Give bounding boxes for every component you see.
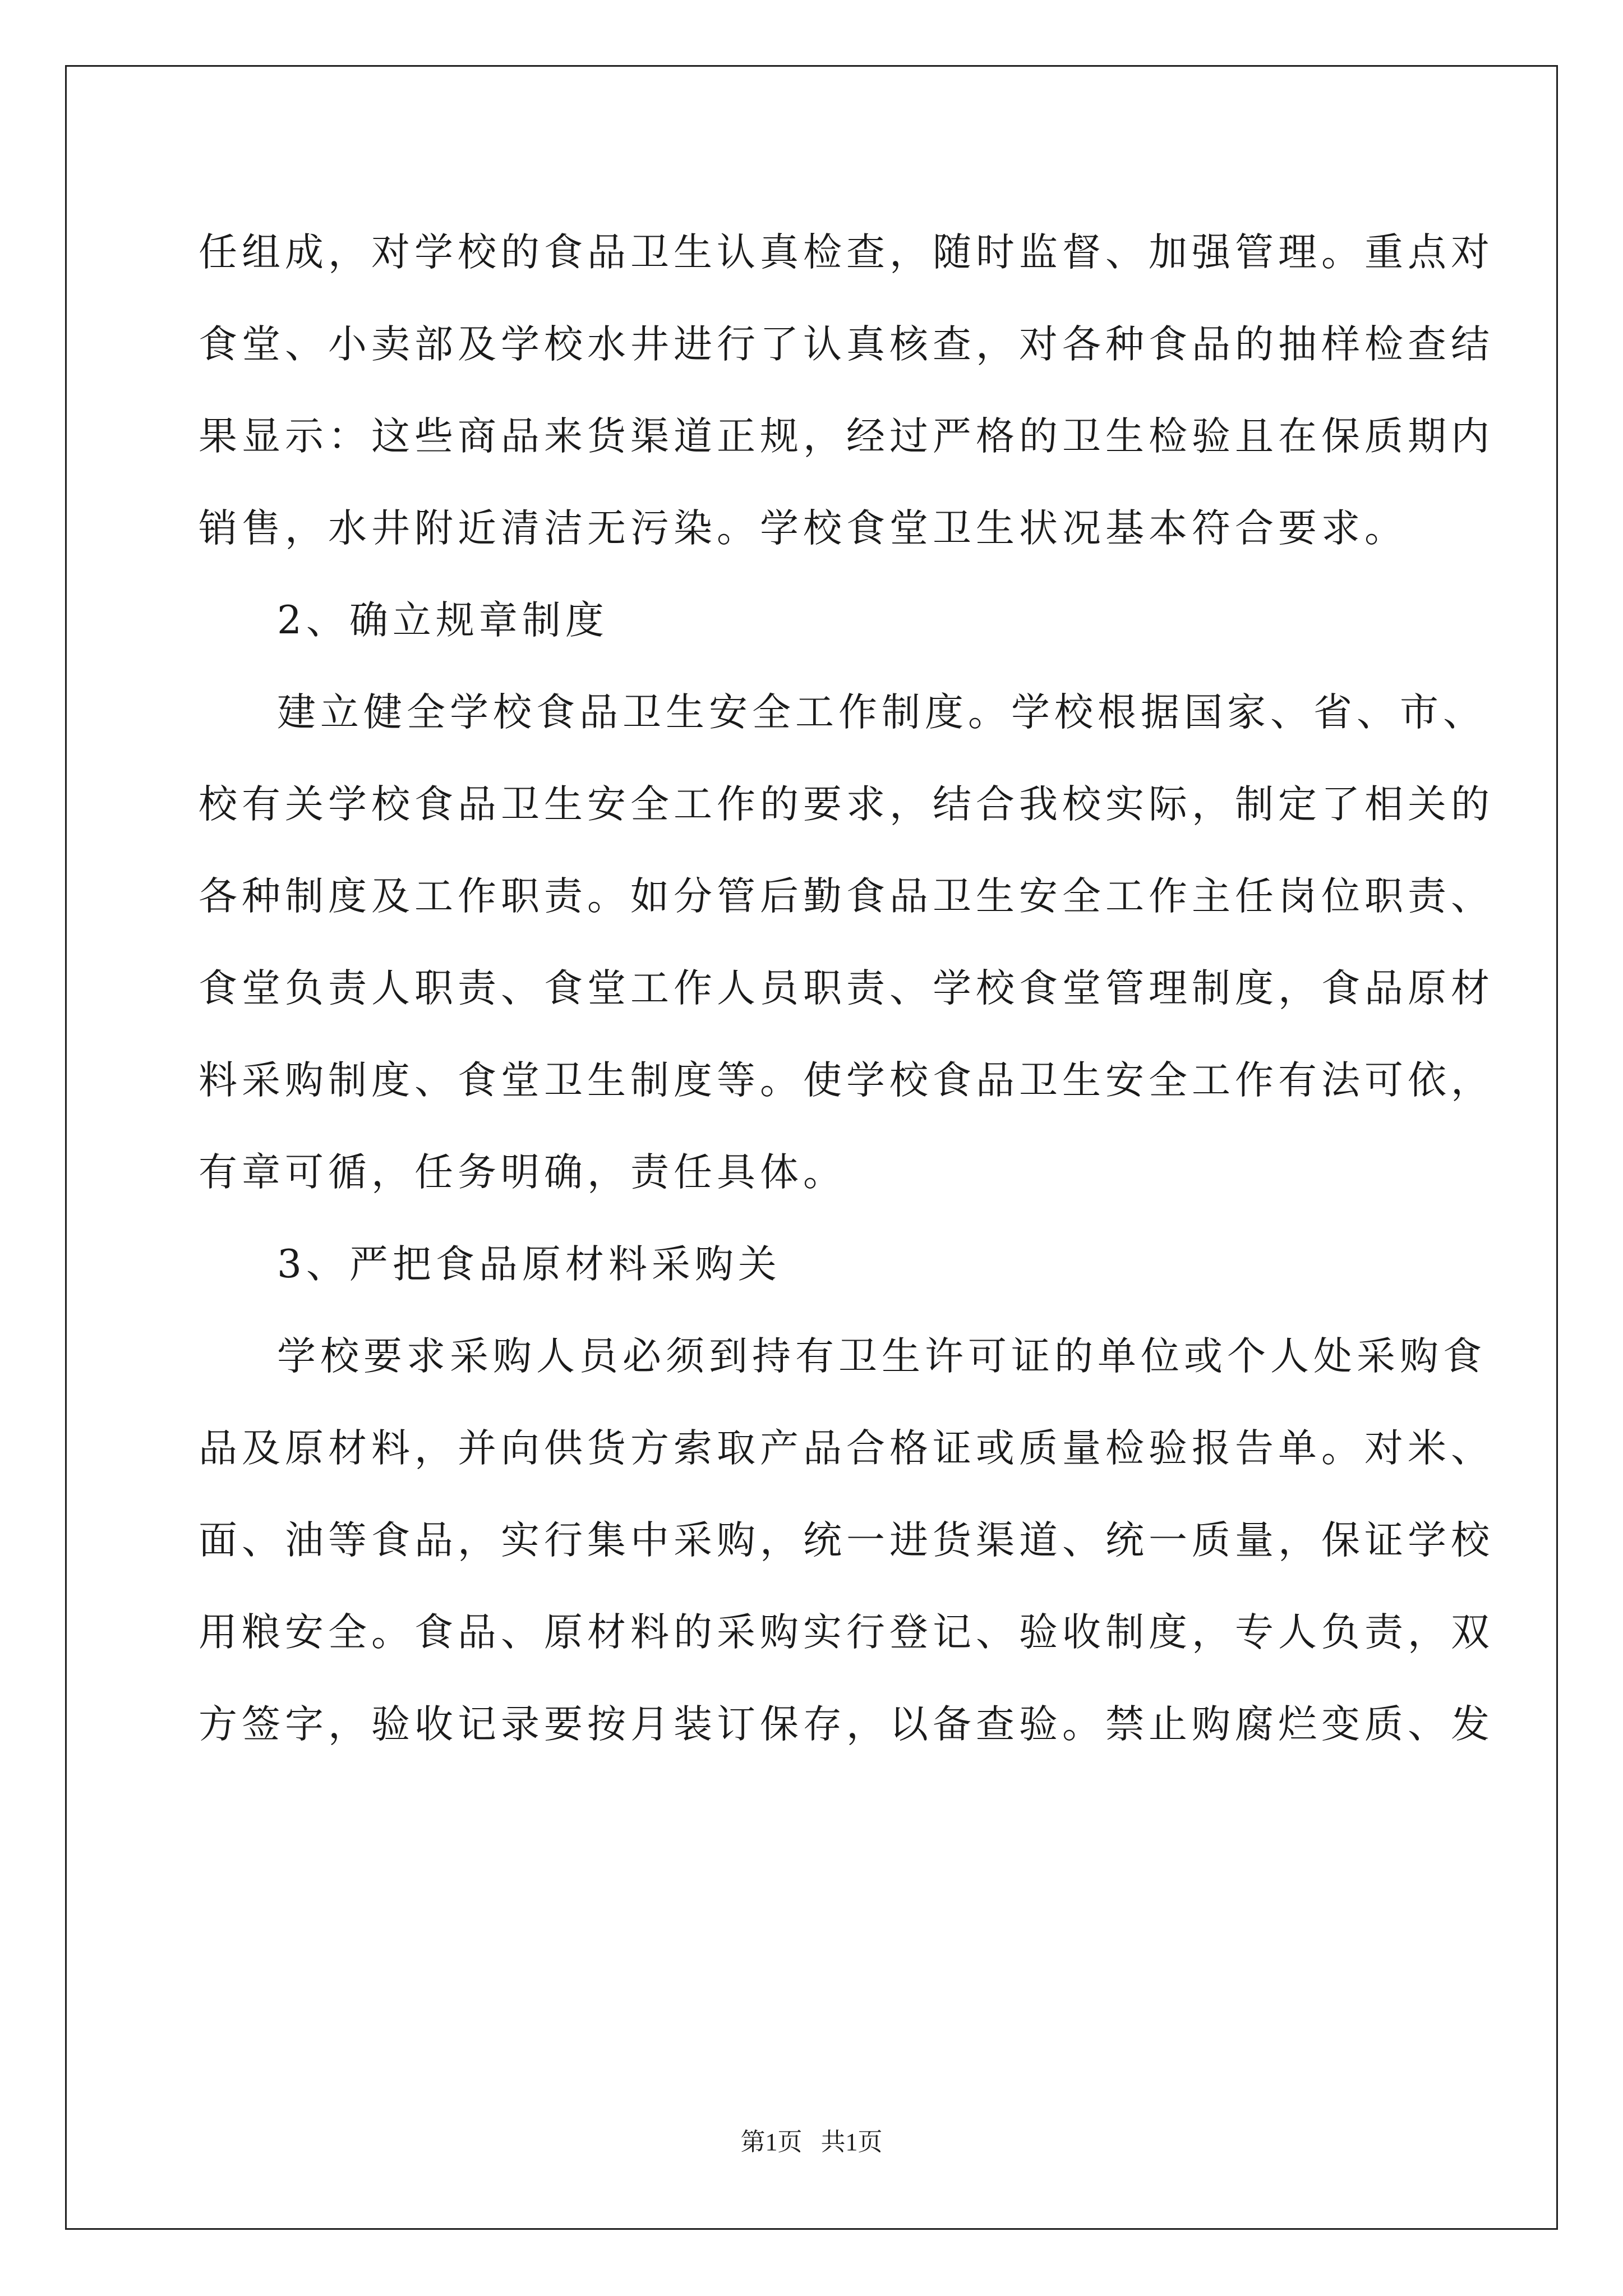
text-line: 果显示：这些商品来货渠道正规，经过严格的卫生检验且在保质期内 <box>199 414 1494 459</box>
text-line: 食堂、小卖部及学校水井进行了认真核查，对各种食品的抽样检查结 <box>199 322 1494 367</box>
text-line: 方签字，验收记录要按月装订保存，以备查验。禁止购腐烂变质、发 <box>199 1702 1494 1747</box>
text-line: 校有关学校食品卫生安全工作的要求，结合我校实际，制定了相关的 <box>199 782 1494 827</box>
text-line: 各种制度及工作职责。如分管后勤食品卫生安全工作主任岗位职责、 <box>199 874 1494 919</box>
text-line: 建立健全学校食品卫生安全工作制度。学校根据国家、省、市、 <box>277 690 1486 735</box>
document-body <box>199 206 1494 1770</box>
text-line: 有章可循，任务明确，责任具体。 <box>199 1150 846 1195</box>
page-number-footer: 第1页 共1页 <box>740 2128 883 2156</box>
text-line: 任组成，对学校的食品卫生认真检查，随时监督、加强管理。重点对 <box>199 230 1494 275</box>
text-line: 料采购制度、食堂卫生制度等。使学校食品卫生安全工作有法可依， <box>199 1058 1494 1103</box>
text-line: 品及原材料，并向供货方索取产品合格证或质量检验报告单。对米、 <box>199 1426 1494 1471</box>
section-heading: 2、确立规章制度 <box>277 598 608 643</box>
section-heading: 3、严把食品原材料采购关 <box>277 1242 781 1287</box>
text-line: 学校要求采购人员必须到持有卫生许可证的单位或个人处采购食 <box>277 1334 1486 1379</box>
text-line: 食堂负责人职责、食堂工作人员职责、学校食堂管理制度，食品原材 <box>199 966 1494 1011</box>
text-line: 用粮安全。食品、原材料的采购实行登记、验收制度，专人负责，双 <box>199 1610 1494 1655</box>
text-line: 面、油等食品，实行集中采购，统一进货渠道、统一质量，保证学校 <box>199 1518 1494 1563</box>
text-line: 销售，水井附近清洁无污染。学校食堂卫生状况基本符合要求。 <box>199 506 1408 551</box>
